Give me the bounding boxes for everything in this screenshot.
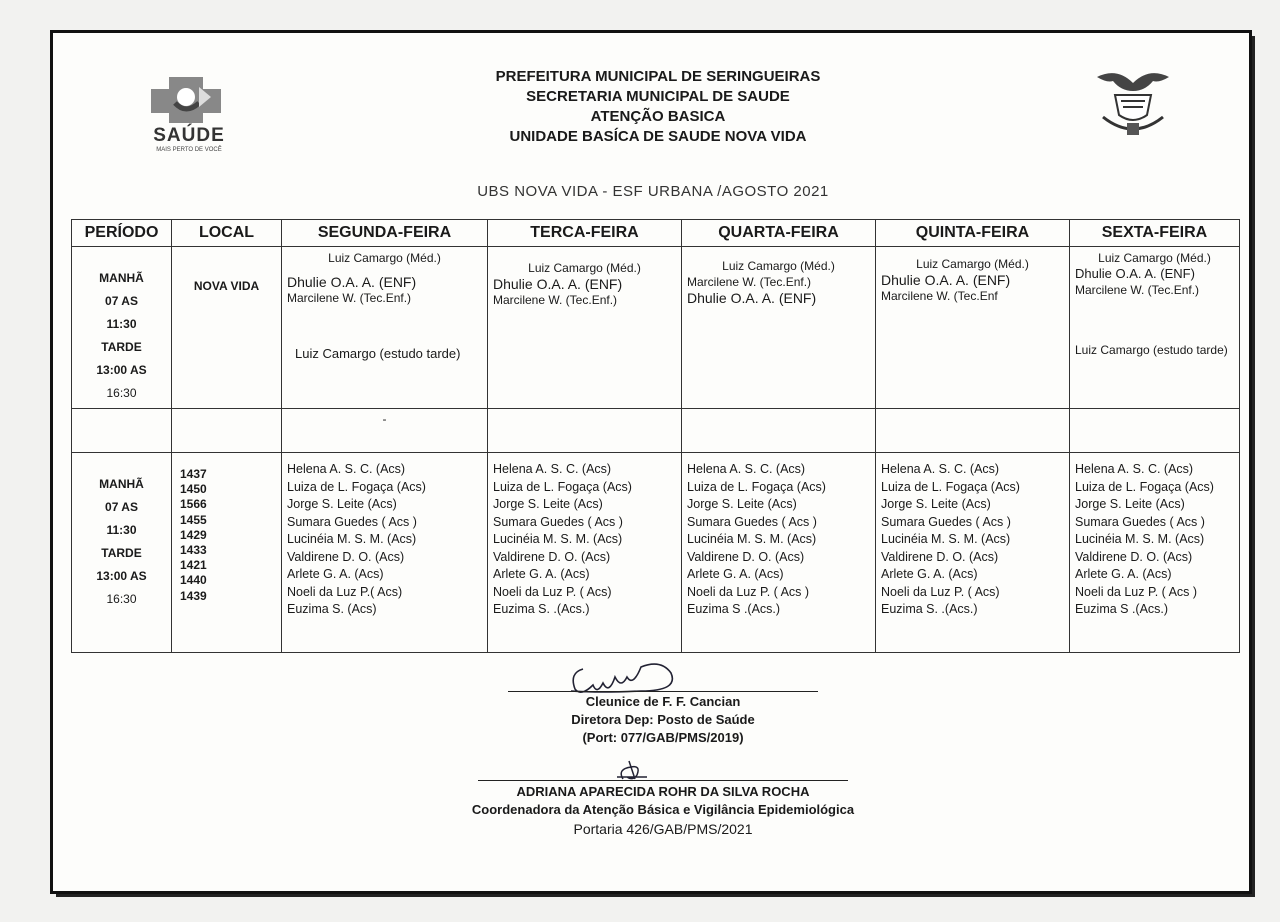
col-quinta: QUINTA-FEIRA [876, 220, 1070, 247]
col-segunda: SEGUNDA-FEIRA [282, 220, 488, 247]
signatory-2-name: ADRIANA APARECIDA ROHR DA SILVA ROCHA [516, 784, 810, 799]
periodo-cell: MANHÃ 07 AS 11:30 TARDE 13:00 AS 16:30 [72, 247, 172, 409]
header-line-2: SECRETARIA MUNICIPAL DE SAUDE [526, 88, 790, 105]
document-header [433, 67, 883, 147]
header-line-4: UNIDADE BASÍCA DE SAUDE NOVA VIDA [509, 128, 807, 145]
terca-acs: Helena A. S. C. (Acs) Luiza de L. Fogaça (Acs) Jorge S. Leite (Acs) Sumara Guedes ( Acs ) Lucinéia M. S. M. (Acs) Valdirene D. O. (Acs) Arlete G. A. (Acs) Noeli da Luz P. ( Acs) Euzima S. .(Acs.) [488, 453, 682, 653]
codes-cell: 1437 1450 1566 1455 1429 1433 1421 1440 1439 [172, 453, 282, 653]
periodo-cell: MANHÃ 07 AS 11:30 TARDE 13:00 AS 16:30 [72, 453, 172, 653]
local-cell: NOVA VIDA [172, 247, 282, 409]
quinta-staff: Luiz Camargo (Méd.) Dhulie O.A. A. (ENF) Marcilene W. (Tec.Enf [876, 247, 1070, 409]
signature-block-1 [503, 661, 823, 745]
signatory-1-role: Diretora Dep: Posto de Saúde [571, 712, 755, 727]
col-local: LOCAL [172, 220, 282, 247]
sexta-staff: Luiz Camargo (Méd.) Dhulie O.A. A. (ENF) Marcilene W. (Tec.Enf.) Luiz Camargo (estudo tarde) [1070, 247, 1240, 409]
gap-mark: - [282, 409, 488, 453]
col-terca: TERCA-FEIRA [488, 220, 682, 247]
signature-block-2 [433, 768, 893, 837]
schedule-title: UBS NOVA VIDA - ESF URBANA /AGOSTO 2021 [477, 183, 829, 200]
saude-logo [139, 73, 239, 157]
signatory-1-portaria: (Port: 077/GAB/PMS/2019) [582, 730, 744, 745]
signatory-1-name: Cleunice de F. F. Cancian [585, 694, 741, 709]
signature-line-2 [478, 780, 848, 781]
table-header-row [72, 220, 1240, 247]
spacer-row [72, 409, 1240, 453]
quarta-acs: Helena A. S. C. (Acs) Luiza de L. Fogaça (Acs) Jorge S. Leite (Acs) Sumara Guedes ( Acs ) Lucinéia M. S. M. (Acs) Valdirene D. O. (Acs) Arlete G. A. (Acs) Noeli da Luz P. ( Acs ) Euzima S .(Acs.) [682, 453, 876, 653]
header-line-1: PREFEITURA MUNICIPAL DE SERINGUEIRAS [495, 68, 821, 85]
table-row [72, 247, 1240, 409]
col-sexta: SEXTA-FEIRA [1070, 220, 1240, 247]
schedule-table [71, 219, 1240, 653]
terca-staff: Luiz Camargo (Méd.) Dhulie O.A. A. (ENF) Marcilene W. (Tec.Enf.) [488, 247, 682, 409]
municipal-crest-icon [1093, 67, 1173, 139]
signature-line-1 [508, 691, 818, 692]
header-line-3: ATENÇÃO BASICA [590, 108, 726, 125]
signatory-2-role: Coordenadora da Atenção Básica e Vigilância Epidemiológica [471, 802, 855, 817]
logo-tagline: MAIS PERTO DE VOCÊ [156, 147, 222, 153]
signatory-2-portaria: Portaria 426/GAB/PMS/2021 [573, 821, 753, 837]
quarta-staff: Luiz Camargo (Méd.) Marcilene W. (Tec.Enf.) Dhulie O.A. A. (ENF) [682, 247, 876, 409]
document-frame [50, 30, 1252, 894]
quinta-acs: Helena A. S. C. (Acs) Luiza de L. Fogaça (Acs) Jorge S. Leite (Acs) Sumara Guedes ( Acs ) Lucinéia M. S. M. (Acs) Valdirene D. O. (Acs) Arlete G. A. (Acs) Noeli da Luz P. ( Acs) Euzima S. .(Acs.) [876, 453, 1070, 653]
cross-icon [139, 73, 239, 125]
sexta-acs: Helena A. S. C. (Acs) Luiza de L. Fogaça (Acs) Jorge S. Leite (Acs) Sumara Guedes ( Acs ) Lucinéia M. S. M. (Acs) Valdirene D. O. (Acs) Arlete G. A. (Acs) Noeli da Luz P. ( Acs ) Euzima S .(Acs.) [1070, 453, 1240, 653]
table-row [72, 453, 1240, 653]
logo-text: SAÚDE [153, 125, 225, 146]
segunda-acs: Helena A. S. C. (Acs) Luiza de L. Fogaça (Acs) Jorge S. Leite (Acs) Sumara Guedes ( Acs ) Lucinéia M. S. M. (Acs) Valdirene D. O. (Acs) Arlete G. A. (Acs) Noeli da Luz P.( Acs) Euzima S. (Acs) [282, 453, 488, 653]
col-quarta: QUARTA-FEIRA [682, 220, 876, 247]
col-periodo: PERÍODO [72, 220, 172, 247]
segunda-staff: Luiz Camargo (Méd.) Dhulie O.A. A. (ENF) Marcilene W. (Tec.Enf.) Luiz Camargo (estudo tarde) [282, 247, 488, 409]
